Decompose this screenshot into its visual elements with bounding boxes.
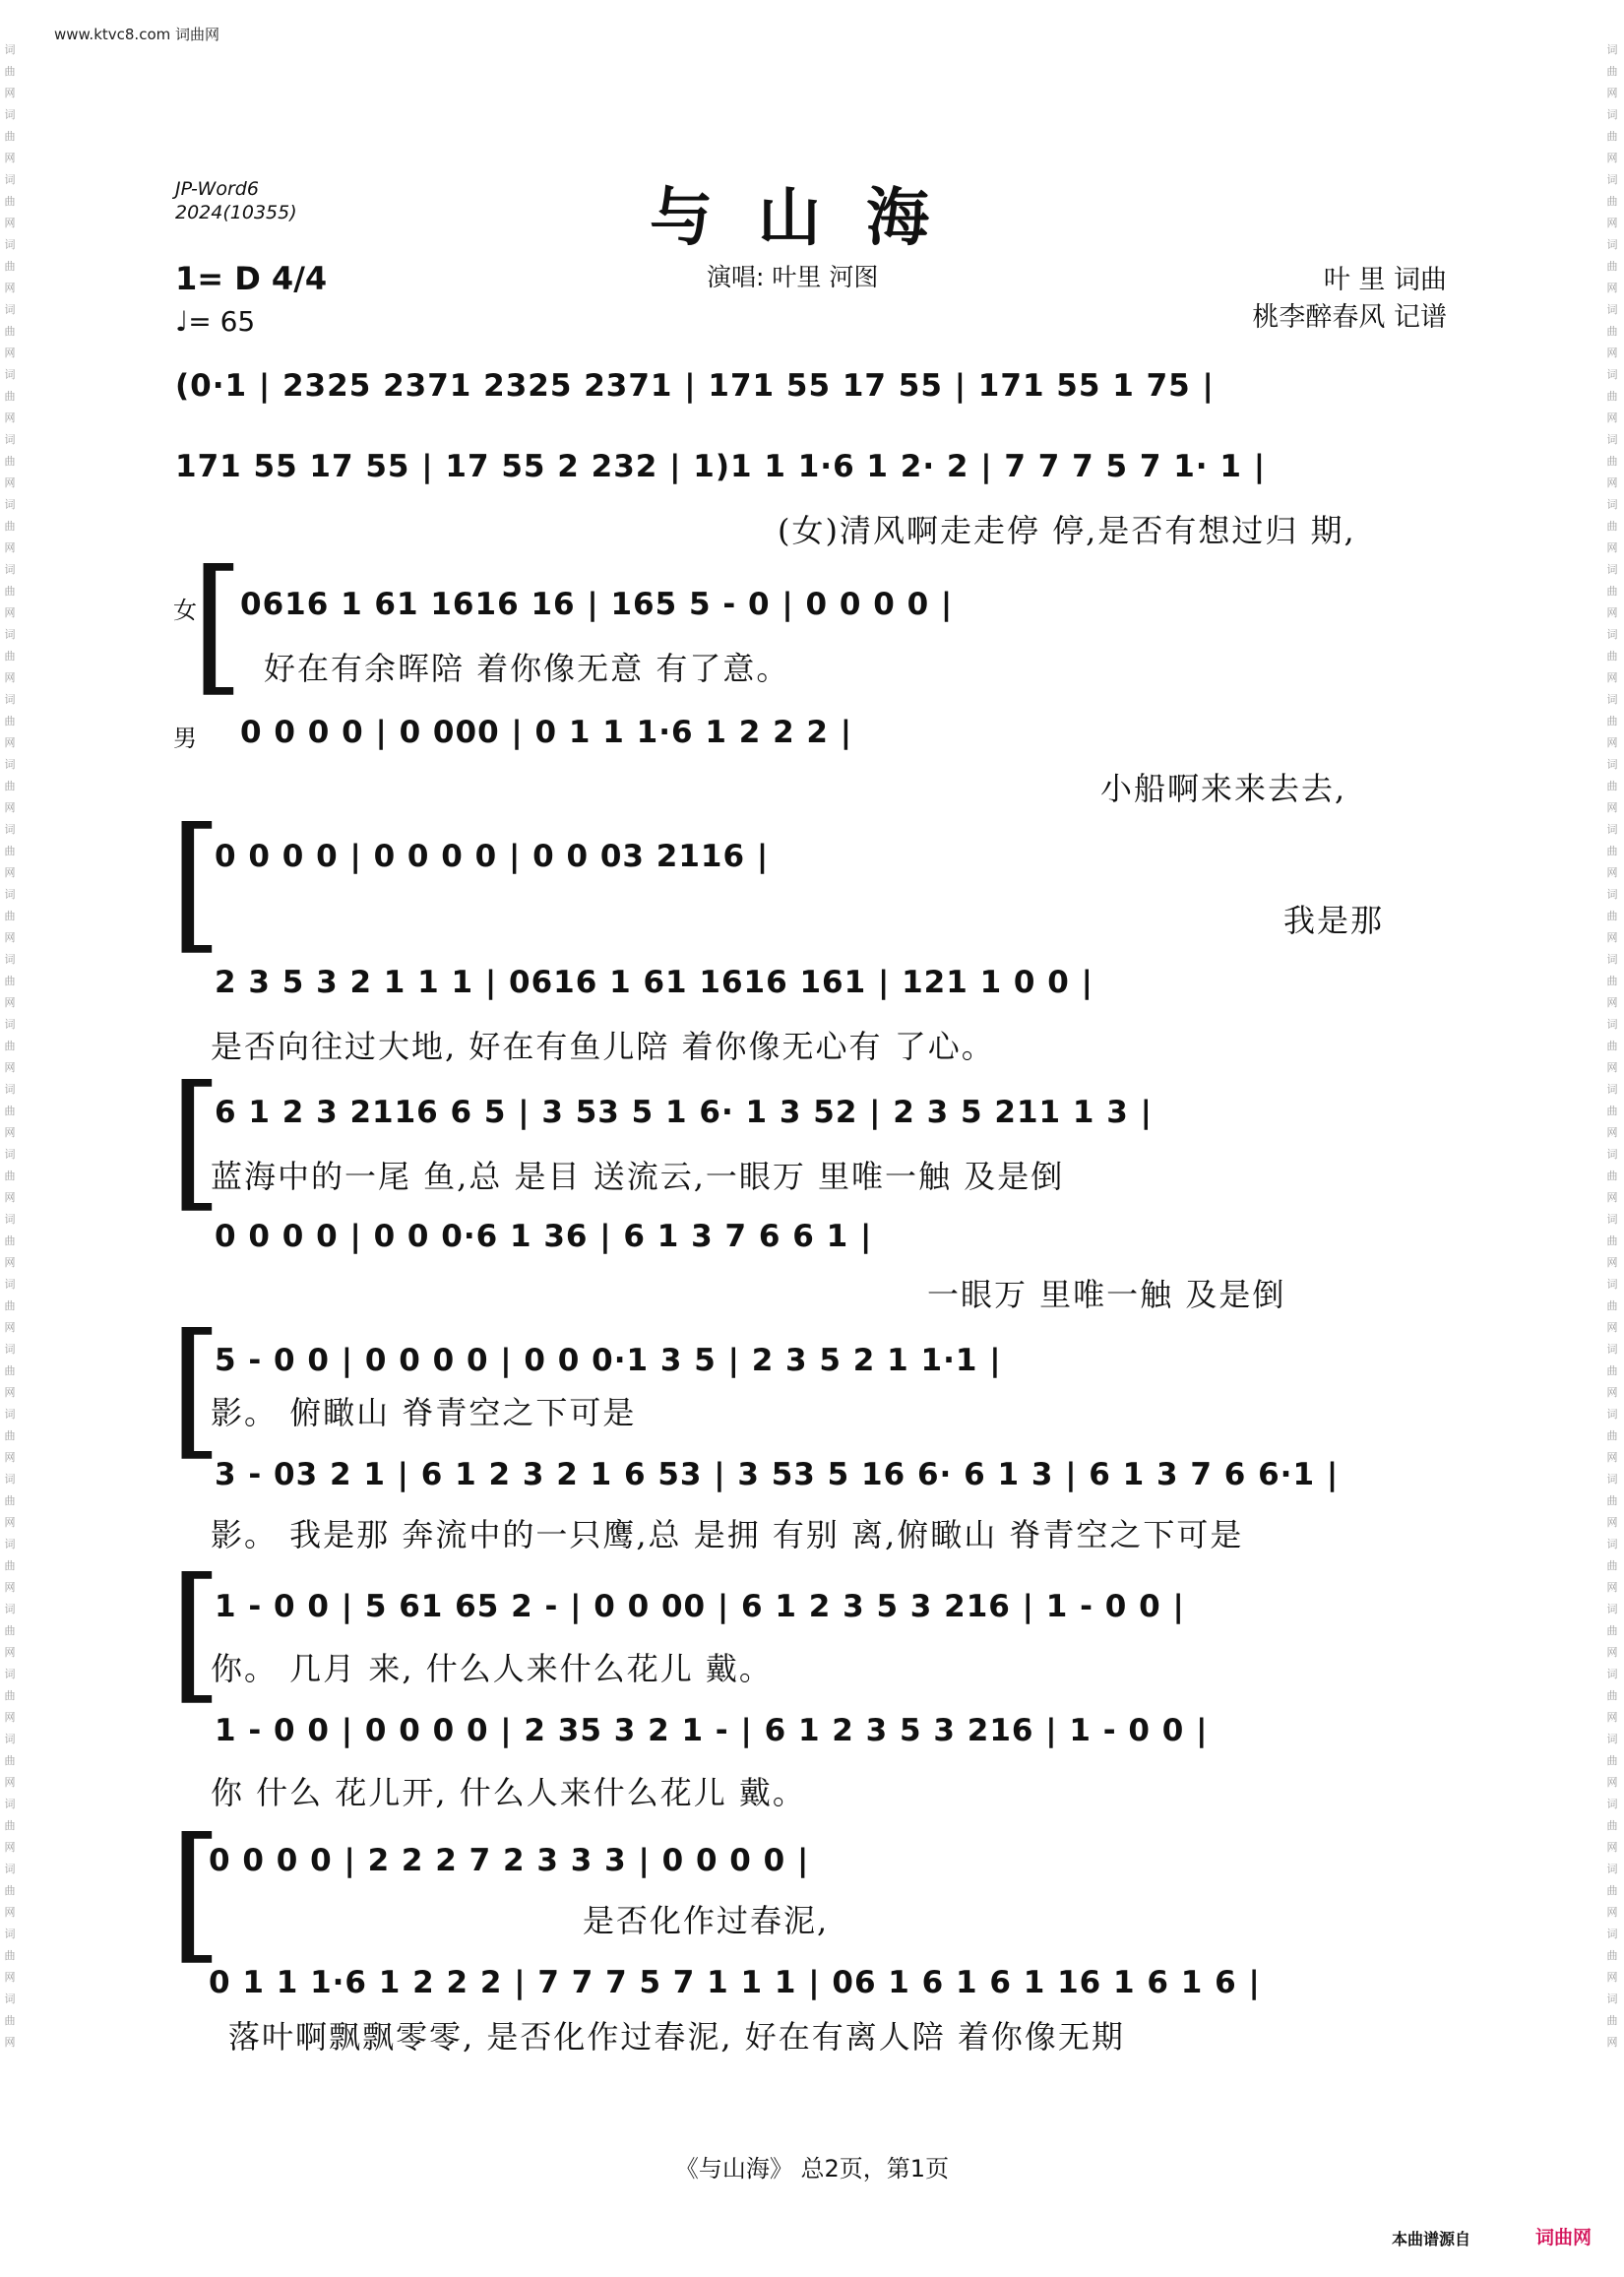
lyric-line: 影。 我是那 奔流中的一只鹰,总 是拥 有别 离,俯瞰山 脊青空之下可是 xyxy=(211,1516,1244,1553)
lyric-line: 影。 俯瞰山 脊青空之下可是 xyxy=(211,1394,637,1431)
source-label: 本曲谱源自 xyxy=(1392,2230,1471,2248)
notation-line: 0 1 1 1·6 1 2 2 2 | 7 7 7 5 7 1 1 1 | 06 1 6 1 6 1 16 1 6 1 6 | xyxy=(209,1965,1261,2000)
notation-line: 3 - 03 2 1 | 6 1 2 3 2 1 6 53 | 3 53 5 16 6· 6 1 3 | 6 1 3 7 6 6·1 | xyxy=(215,1457,1340,1492)
lyric-line: 你 什么 花儿开, 什么人来什么花儿 戴。 xyxy=(211,1774,806,1811)
lyric-line: 落叶啊飘飘零零, 是否化作过春泥, 好在有离人陪 着你像无期 xyxy=(228,2018,1125,2056)
page-footer: 《与山海》 总2页，第1页 xyxy=(674,2155,950,2182)
part-label-female: 女 xyxy=(173,597,197,624)
notation-line: 2 3 5 3 2 1 1 1 | 0616 1 61 1616 161 | 121 1 0 0 | xyxy=(215,965,1093,1000)
lyric-line: 好在有余晖陪 着你像无意 有了意。 xyxy=(264,650,790,687)
lyric-line: 是否化作过春泥, xyxy=(583,1902,830,1939)
part-label-male: 男 xyxy=(173,725,197,752)
lyric-line: 你。 几月 来, 什么人来什么花儿 戴。 xyxy=(211,1650,773,1687)
key-signature: 1= D 4/4 xyxy=(175,260,328,297)
lyric-line: 小船啊来来去去, xyxy=(1100,770,1347,807)
composer-credit: 叶 里 词曲 xyxy=(1323,265,1447,295)
lyric-line: 我是那 xyxy=(1283,902,1385,939)
notation-line: 0 0 0 0 | 0 000 | 0 1 1 1·6 1 2 2 2 | xyxy=(240,715,853,750)
transcriber-credit: 桃李醉春风 记谱 xyxy=(1252,302,1447,333)
notation-line: (0·1 | 2325 2371 2325 2371 | 171 55 17 55 | 171 55 1 75 | xyxy=(175,368,1215,404)
lyric-line: (女)清风啊走走停 停,是否有想过归 期, xyxy=(778,512,1356,549)
system-brace: [ xyxy=(169,1807,222,1979)
system-brace: [ xyxy=(169,1055,222,1227)
lyric-line: 一眼万 里唯一触 及是倒 xyxy=(927,1276,1286,1313)
singer-credit: 演唱: 叶里 河图 xyxy=(707,263,879,291)
notation-line: 0 0 0 0 | 0 0 0·6 1 36 | 6 1 3 7 6 6 1 | xyxy=(215,1219,873,1254)
notation-line: 0 0 0 0 | 2 2 2 7 2 3 3 3 | 0 0 0 0 | xyxy=(209,1843,810,1878)
lyric-line: 是否向往过大地, 好在有鱼儿陪 着你像无心有 了心。 xyxy=(211,1028,995,1065)
site-logo: 词曲网 xyxy=(1535,2227,1593,2248)
notation-line: 1 - 0 0 | 0 0 0 0 | 2 35 3 2 1 - | 6 1 2 3 5 3 216 | 1 - 0 0 | xyxy=(215,1713,1209,1748)
lyric-line: 蓝海中的一尾 鱼,总 是目 送流云,一眼万 里唯一触 及是倒 xyxy=(211,1158,1065,1195)
system-brace: [ xyxy=(169,1548,222,1719)
system-brace: [ xyxy=(191,539,244,711)
tempo-marking: ♩= 65 xyxy=(175,305,256,338)
notation-line: 171 55 17 55 | 17 55 2 232 | 1)1 1 1·6 1 2· 2 | 7 7 7 5 7 1· 1 | xyxy=(175,449,1267,484)
score-id: 2024(10355) xyxy=(175,202,297,223)
notation-line: 1 - 0 0 | 5 61 65 2 - | 0 0 00 | 6 1 2 3 5 3 216 | 1 - 0 0 | xyxy=(215,1589,1185,1624)
notation-line: 0616 1 61 1616 16 | 165 5 - 0 | 0 0 0 0 | xyxy=(240,587,954,622)
side-watermark-left: 词曲网词曲网词曲网词曲网词曲网词曲网词曲网词曲网词曲网词曲网词曲网词曲网词曲网词曲网词曲网词曲网词曲网词曲网词曲网词曲网词曲网词曲网词曲网词曲网词曲网词曲网词曲网词曲网词曲网词曲网词曲网 xyxy=(4,43,16,2049)
software-label: JP-Word6 xyxy=(175,178,259,200)
page-title: 与山海 xyxy=(650,181,974,255)
side-watermark-right: 词曲网词曲网词曲网词曲网词曲网词曲网词曲网词曲网词曲网词曲网词曲网词曲网词曲网词曲网词曲网词曲网词曲网词曲网词曲网词曲网词曲网词曲网词曲网词曲网词曲网词曲网词曲网词曲网词曲网词曲网词曲网 xyxy=(1606,43,1618,2049)
system-brace: [ xyxy=(169,797,222,969)
notation-line: 0 0 0 0 | 0 0 0 0 | 0 0 03 2116 | xyxy=(215,839,770,874)
notation-line: 5 - 0 0 | 0 0 0 0 | 0 0 0·1 3 5 | 2 3 5 2 1 1·1 | xyxy=(215,1343,1002,1378)
system-brace: [ xyxy=(169,1303,222,1475)
site-url: www.ktvc8.com 词曲网 xyxy=(54,26,220,43)
notation-line: 6 1 2 3 2116 6 5 | 3 53 5 1 6· 1 3 52 | 2 3 5 211 1 3 | xyxy=(215,1095,1153,1130)
